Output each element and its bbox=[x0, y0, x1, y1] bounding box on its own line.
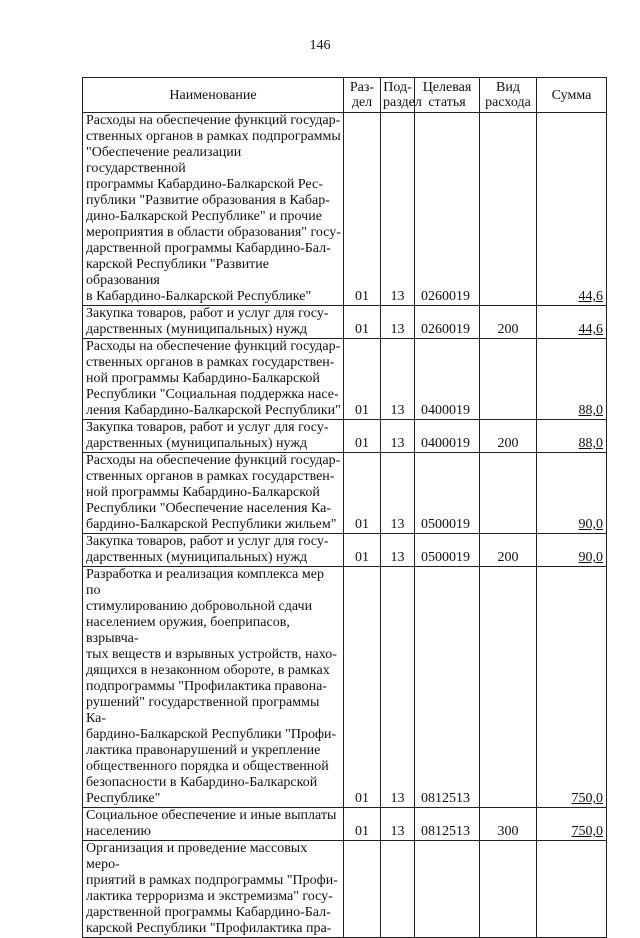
row-type bbox=[480, 841, 537, 938]
row-section: 01 bbox=[344, 453, 381, 534]
row-subsection bbox=[381, 841, 415, 938]
row-name: Закупка товаров, работ и услуг для госу- дарственных (муниципальных) нужд bbox=[83, 306, 344, 339]
row-subsection: 13 bbox=[381, 306, 415, 339]
row-type bbox=[480, 339, 537, 420]
table-row bbox=[83, 113, 607, 306]
row-sum: 44,6 bbox=[537, 113, 607, 306]
row-type: 200 bbox=[480, 534, 537, 567]
row-name: Социальное обеспечение и иные выплаты населению bbox=[83, 808, 344, 841]
row-section: 01 bbox=[344, 113, 381, 306]
row-sum: 44,6 bbox=[537, 306, 607, 339]
row-subsection: 13 bbox=[381, 113, 415, 306]
row-name: Закупка товаров, работ и услуг для госу- дарственных (муниципальных) нужд bbox=[83, 420, 344, 453]
row-subsection: 13 bbox=[381, 567, 415, 808]
row-type: 200 bbox=[480, 306, 537, 339]
header-type: Вид расхода bbox=[480, 78, 537, 113]
header-subsection: Под- раздел bbox=[381, 78, 415, 113]
row-target bbox=[415, 841, 480, 938]
row-target: 0400019 bbox=[415, 339, 480, 420]
row-type: 300 bbox=[480, 808, 537, 841]
table-row bbox=[83, 306, 607, 339]
row-name: Организация и проведение массовых меро- приятий в рамках подпрограммы "Профи- лактика терроризма и экстремизма" госу- дарственной программы Кабардино-Бал- карской Республики "Профилактика пра- bbox=[83, 841, 344, 938]
row-section: 01 bbox=[344, 339, 381, 420]
table-row bbox=[83, 534, 607, 567]
page-number: 146 bbox=[309, 38, 331, 53]
header-section: Раз- дел bbox=[344, 78, 381, 113]
table-row bbox=[83, 808, 607, 841]
row-target: 0500019 bbox=[415, 453, 480, 534]
table-row bbox=[83, 420, 607, 453]
header-target: Целевая статья bbox=[415, 78, 480, 113]
row-name: Расходы на обеспечение функций государ- ственных органов в рамках подпрограммы "Обеспечение реализации государственной программы Кабардино-Балкарской Рес- публики "Развитие образования в Кабар- дино-Балкарской Республике" и прочие мероприятия в области образования" госу- дарственной программы Кабардино-Бал- карской Республики "Развитие образования в Кабардино-Балкарской Республике" bbox=[83, 113, 344, 306]
table-header-row bbox=[83, 78, 607, 113]
row-target: 0500019 bbox=[415, 534, 480, 567]
row-section: 01 bbox=[344, 567, 381, 808]
table-row bbox=[83, 841, 607, 938]
row-section: 01 bbox=[344, 420, 381, 453]
row-sum: 90,0 bbox=[537, 453, 607, 534]
header-name: Наименование bbox=[83, 78, 344, 113]
row-subsection: 13 bbox=[381, 808, 415, 841]
row-name: Расходы на обеспечение функций государ- ственных органов в рамках государствен- ной программы Кабардино-Балкарской Республики "Обеспечение населения Ка- бардино-Балкарской Республики жильем" bbox=[83, 453, 344, 534]
row-name: Разработка и реализация комплекса мер по стимулированию добровольной сдачи населением оружия, боеприпасов, взрывча- тых веществ и взрывных устройств, нахо- дящихся в незаконном обороте, в рамках подпрограммы "Профилактика правона- рушений" государственной программы Ка- бардино-Балкарской Республики "Профи- лактика правонарушений и укрепление общественного порядка и общественной безопасности в Кабардино-Балкарской Республике" bbox=[83, 567, 344, 808]
row-section: 01 bbox=[344, 534, 381, 567]
table-row bbox=[83, 453, 607, 534]
row-type bbox=[480, 567, 537, 808]
row-section: 01 bbox=[344, 306, 381, 339]
header-sum: Сумма bbox=[537, 78, 607, 113]
row-target: 0812513 bbox=[415, 567, 480, 808]
row-subsection: 13 bbox=[381, 420, 415, 453]
table-row bbox=[83, 339, 607, 420]
row-target: 0400019 bbox=[415, 420, 480, 453]
row-target: 0260019 bbox=[415, 113, 480, 306]
row-name: Расходы на обеспечение функций государ- ственных органов в рамках государствен- ной программы Кабардино-Балкарской Республики "Социальная поддержка насе- ления Кабардино-Балкарской Республики" bbox=[83, 339, 344, 420]
row-name: Закупка товаров, работ и услуг для госу- дарственных (муниципальных) нужд bbox=[83, 534, 344, 567]
row-target: 0260019 bbox=[415, 306, 480, 339]
row-subsection: 13 bbox=[381, 453, 415, 534]
row-subsection: 13 bbox=[381, 534, 415, 567]
row-section: 01 bbox=[344, 808, 381, 841]
table-row bbox=[83, 567, 607, 808]
row-sum: 88,0 bbox=[537, 420, 607, 453]
row-section bbox=[344, 841, 381, 938]
row-sum: 90,0 bbox=[537, 534, 607, 567]
row-type: 200 bbox=[480, 420, 537, 453]
row-type bbox=[480, 453, 537, 534]
row-sum: 750,0 bbox=[537, 808, 607, 841]
row-sum bbox=[537, 841, 607, 938]
row-type bbox=[480, 113, 537, 306]
row-sum: 88,0 bbox=[537, 339, 607, 420]
row-sum: 750,0 bbox=[537, 567, 607, 808]
budget-table bbox=[82, 77, 607, 938]
row-subsection: 13 bbox=[381, 339, 415, 420]
row-target: 0812513 bbox=[415, 808, 480, 841]
